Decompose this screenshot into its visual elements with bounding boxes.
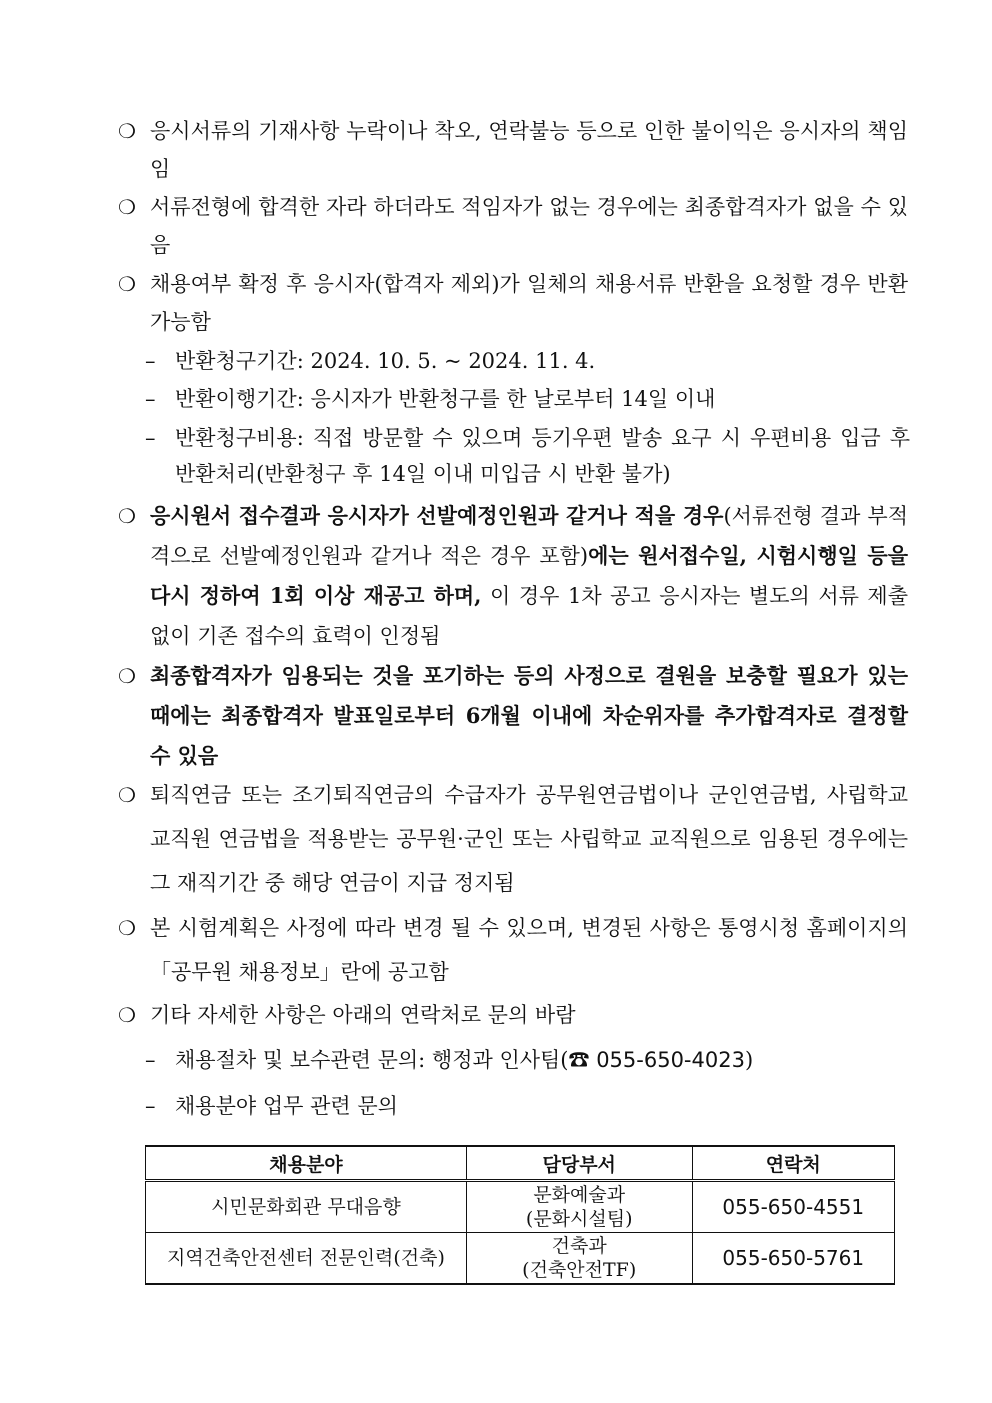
emphasis-text: 에는 원서접수일, 시험시행일 등을 다시 정하여 1회 이상 재공고 하며, (150, 543, 908, 608)
notice-text: 최종합격자가 임용되는 것을 포기하는 등의 사정으로 결원을 보충할 필요가 있는 때에는 최종합격자 발표일로부터 6개월 이내에 차순위자를 추가합격자로 결정할 수 있음 (150, 663, 908, 768)
cell-field: 지역건축안전센터 전문인력(건축) (146, 1233, 467, 1285)
circle-bullet-icon: ❍ (118, 272, 136, 296)
notice-text: 본 시험계획은 사정에 따라 변경 될 수 있으며, 변경된 사항은 통영시청 홈페이지의「공무원 채용정보」란에 공고함 (150, 916, 908, 984)
return-cost-item (145, 420, 910, 492)
notice-item-4 (118, 496, 908, 656)
dept-name: 건축과 (551, 1235, 607, 1257)
dept-team: (문화시설팀) (525, 1208, 633, 1230)
circle-bullet-icon: ❍ (118, 119, 136, 143)
notice-item-1 (118, 112, 908, 188)
table-row (146, 1181, 895, 1233)
sub-text: 반환청구비용: 직접 방문할 수 있으며 등기우편 발송 요구 시 우편비용 입금 후 반환처리(반환청구 후 14일 이내 미입금 시 반환 불가) (175, 426, 910, 486)
notice-item-7 (118, 906, 908, 994)
dash-bullet: – (145, 349, 156, 373)
sub-text (175, 1042, 910, 1078)
dash-bullet: – (145, 1048, 156, 1072)
header-contact: 연락처 (692, 1146, 894, 1181)
header-dept: 담당부서 (466, 1146, 692, 1181)
dept-team: (건축안전TF) (522, 1259, 637, 1281)
circle-bullet-icon: ❍ (118, 195, 136, 219)
cell-phone: 055-650-5761 (692, 1233, 894, 1285)
sub-text: 반환청구기간: 2024. 10. 5. ~ 2024. 11. 4. (175, 349, 596, 373)
notice-text: 기타 자세한 사항은 아래의 연락처로 문의 바람 (150, 1003, 576, 1027)
notice-text: 응시서류의 기재사항 누락이나 착오, 연락불능 등으로 인한 불이익은 응시자의 책임임 (150, 119, 908, 181)
table-row (146, 1233, 895, 1285)
cell-dept (466, 1233, 692, 1285)
dash-bullet: – (145, 426, 156, 450)
notice-item-2 (118, 188, 908, 264)
sub-text: 반환이행기간: 응시자가 반환청구를 한 날로부터 14일 이내 (175, 387, 716, 411)
dash-bullet: – (145, 1094, 156, 1118)
circle-bullet-icon: ❍ (118, 664, 136, 688)
phone-icon: ☎ (568, 1048, 590, 1072)
contacts-table (145, 1145, 895, 1285)
notice-item-3 (118, 265, 908, 341)
return-execution-item (145, 381, 910, 417)
notice-item-6 (118, 773, 908, 905)
notice-text: 채용여부 확정 후 응시자(합격자 제외)가 일체의 채용서류 반환을 요청할 경우 반환 가능함 (150, 272, 908, 334)
table-header-row (146, 1146, 895, 1181)
notice-text (150, 496, 908, 656)
dash-bullet: – (145, 387, 156, 411)
phone-number: 055-650-4023 (589, 1048, 745, 1072)
notice-text: 퇴직연금 또는 조기퇴직연금의 수급자가 공무원연금법이나 군인연금법, 사립학교 교직원 연금법을 적용받는 공무원·군인 또는 사립학교 교직원으로 임용된 경우에는 그 재직기간 중 해당 연금이 지급 정지됨 (150, 783, 908, 895)
contact-label: 채용절차 및 보수관련 문의: 행정과 인사팀( (175, 1048, 569, 1072)
cell-phone: 055-650-4551 (692, 1181, 894, 1233)
circle-bullet-icon: ❍ (118, 916, 136, 940)
sub-text: 채용분야 업무 관련 문의 (175, 1094, 398, 1118)
plain-text: (서류전형 결과 부적격으로 선발예정인원과 같거나 적은 경우 포함) (150, 504, 908, 568)
close-paren: ) (744, 1048, 754, 1072)
contact-field-item (145, 1088, 910, 1124)
circle-bullet-icon: ❍ (118, 783, 136, 807)
return-period-item (145, 343, 910, 379)
circle-bullet-icon: ❍ (118, 504, 136, 528)
cell-dept (466, 1181, 692, 1233)
cell-field: 시민문화회관 무대음향 (146, 1181, 467, 1233)
header-field: 채용분야 (146, 1146, 467, 1181)
emphasis-text: 응시원서 접수결과 응시자가 선발예정인원과 같거나 적을 경우 (150, 503, 724, 528)
circle-bullet-icon: ❍ (118, 1003, 136, 1027)
notice-item-5 (118, 656, 908, 776)
notice-text: 서류전형에 합격한 자라 하더라도 적임자가 없는 경우에는 최종합격자가 없을 수 있음 (150, 195, 908, 257)
notice-item-8 (118, 995, 908, 1035)
plain-text: 이 경우 1차 공고 응시자는 별도의 서류 제출 없이 기존 접수의 효력이 인정됨 (150, 584, 908, 648)
dept-name: 문화예술과 (533, 1184, 626, 1206)
contact-hr-item (145, 1042, 910, 1078)
